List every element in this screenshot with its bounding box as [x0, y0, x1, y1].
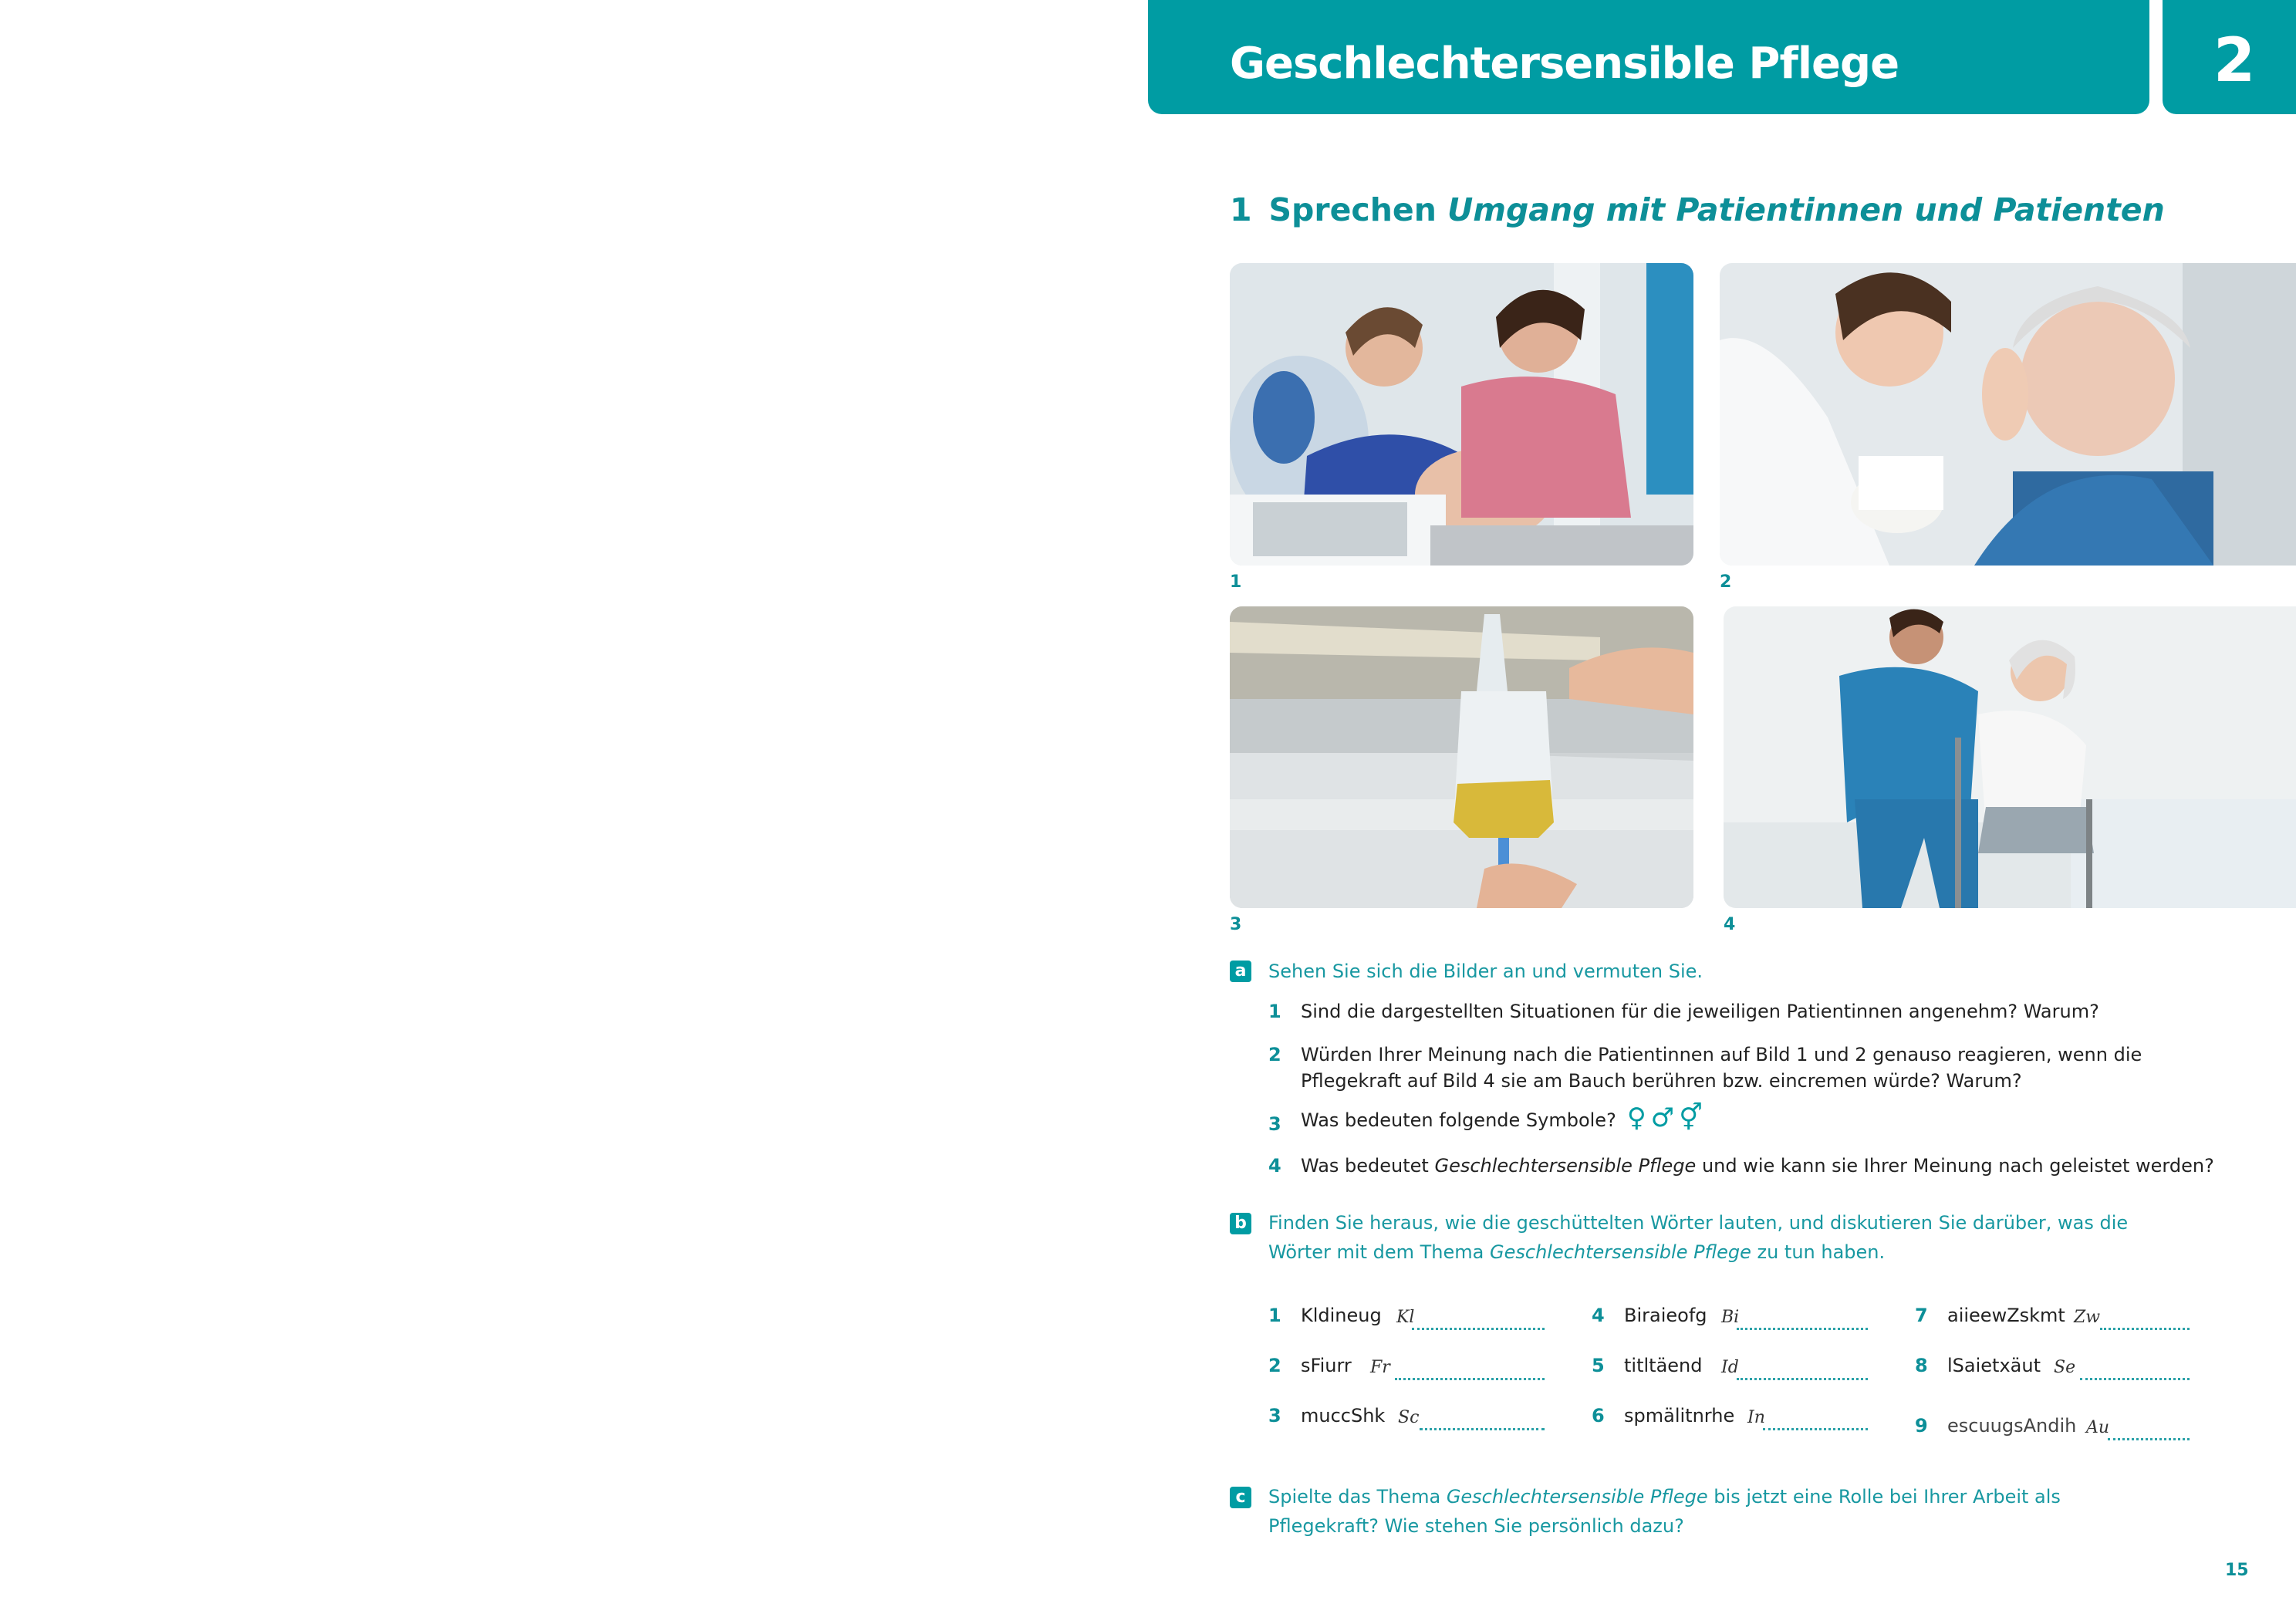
answer-hint: Bi [1721, 1308, 1740, 1327]
photo-4 [1724, 606, 2296, 908]
task-c-badge: c [1230, 1487, 1251, 1508]
word-number: 4 [1592, 1305, 1605, 1326]
photo-2-label: 2 [1720, 572, 1732, 592]
task-c-text [1268, 1482, 2171, 1541]
section-number: 1 [1230, 191, 1252, 228]
task-a-question-4-text-before: Was bedeutet [1301, 1155, 1435, 1177]
task-a-question-4-text-after: und wie kann sie Ihrer Meinung nach geleistet werden? [1696, 1155, 2214, 1177]
task-a-question-3-text: Was bedeuten folgende Symbole? [1301, 1109, 1616, 1131]
task-a-question-1-text: Sind die dargestellten Situationen für die jeweiligen Patientinnen angenehm? Warum? [1301, 1001, 2099, 1022]
word-number: 5 [1592, 1355, 1605, 1376]
task-b-instruction-after: zu tun haben. [1751, 1241, 1886, 1263]
word-number: 8 [1915, 1355, 1928, 1376]
photo-2 [1720, 263, 2296, 566]
task-b-badge: b [1230, 1213, 1251, 1234]
answer-line[interactable] [2108, 1438, 2190, 1440]
photo-3-label: 3 [1230, 915, 1242, 934]
section-topic: Umgang mit Patientinnen und Patienten [1447, 191, 2165, 228]
task-a-question-1-number: 1 [1268, 1001, 1281, 1022]
answer-hint: Id [1721, 1358, 1739, 1377]
section-heading [1230, 191, 2165, 228]
word-number: 6 [1592, 1405, 1605, 1426]
answer-hint: Se [2054, 1358, 2076, 1377]
word-number: 7 [1915, 1305, 1928, 1326]
word-number: 2 [1268, 1355, 1281, 1376]
answer-line[interactable] [2080, 1378, 2190, 1380]
scrambled-word: Kldineug [1301, 1305, 1382, 1326]
answer-hint: Au [2086, 1418, 2110, 1437]
answer-hint: Zw [2074, 1308, 2101, 1327]
photo-4-label: 4 [1724, 915, 1736, 934]
section-skill: Sprechen [1268, 191, 1437, 228]
task-b-instruction-term: Geschlechtersensible Pflege [1490, 1241, 1751, 1263]
gender-symbols-icon: ♀♂⚥ [1626, 1102, 1707, 1133]
answer-line[interactable] [1420, 1428, 1545, 1430]
answer-hint: Sc [1398, 1408, 1420, 1427]
task-a-question-2-text: Würden Ihrer Meinung nach die Patientinnen auf Bild 1 und 2 genauso reagieren, wenn die Pflegekraft auf Bild 4 sie am Bauch berühren bzw. eincremen würde? Warum? [1301, 1044, 2142, 1092]
photo-1 [1230, 263, 1693, 566]
task-c-term: Geschlechtersensible Pflege [1446, 1486, 1708, 1508]
answer-line[interactable] [1763, 1428, 1868, 1430]
answer-line[interactable] [1412, 1328, 1545, 1330]
word-number: 1 [1268, 1305, 1281, 1326]
task-b-instruction-before: Finden Sie heraus, wie die geschüttelten Wörter lauten, und diskutieren Sie darüber, was die Wörter mit dem Thema [1268, 1212, 2129, 1263]
answer-hint: Kl [1396, 1308, 1415, 1327]
task-a-question-3 [1301, 1102, 2219, 1133]
page-number: 15 [2225, 1561, 2249, 1580]
task-a-instruction: Sehen Sie sich die Bilder an und vermuten Sie. [1268, 961, 1703, 982]
scrambled-word: titltäend [1624, 1355, 1703, 1376]
answer-line[interactable] [1395, 1378, 1545, 1380]
chapter-header-bar [1148, 0, 2149, 114]
task-c-text-after: bis jetzt eine Rolle bei Ihrer Arbeit als Pflegekraft? Wie stehen Sie persönlich dazu? [1268, 1486, 2061, 1537]
scrambled-word: Biraieofg [1624, 1305, 1707, 1326]
task-a-question-4-term: Geschlechtersensible Pflege [1434, 1155, 1697, 1177]
chapter-title: Geschlechtersensible Pflege [1230, 39, 1899, 89]
task-a-question-4-number: 4 [1268, 1155, 1281, 1177]
task-a-badge: a [1230, 961, 1251, 982]
answer-line[interactable] [1737, 1328, 1868, 1330]
scrambled-word: lSaietxäut [1947, 1355, 2041, 1376]
scrambled-word: sFiurr [1301, 1355, 1352, 1376]
scrambled-word: spmälitnrhe [1624, 1405, 1735, 1426]
answer-line[interactable] [2100, 1328, 2190, 1330]
chapter-number-tab [2163, 0, 2296, 114]
word-number: 3 [1268, 1405, 1281, 1426]
answer-line[interactable] [1737, 1378, 1868, 1380]
photo-3 [1230, 606, 1693, 908]
scrambled-word: escuugsAndih [1947, 1415, 2077, 1437]
photo-1-label: 1 [1230, 572, 1242, 592]
task-b-instruction [1268, 1208, 2179, 1267]
word-number: 9 [1915, 1415, 1928, 1437]
task-c-text-before: Spielte das Thema [1268, 1486, 1447, 1508]
task-a-question-4 [1301, 1153, 2219, 1179]
scrambled-word: aiieewZskmt [1947, 1305, 2065, 1326]
scrambled-word: muccShk [1301, 1405, 1386, 1426]
answer-hint: Fr [1370, 1358, 1390, 1377]
answer-hint: In [1747, 1408, 1765, 1427]
task-a-question-3-number: 3 [1268, 1113, 1281, 1135]
task-a-question-2-number: 2 [1268, 1044, 1281, 1065]
chapter-number: 2 [2213, 26, 2256, 96]
